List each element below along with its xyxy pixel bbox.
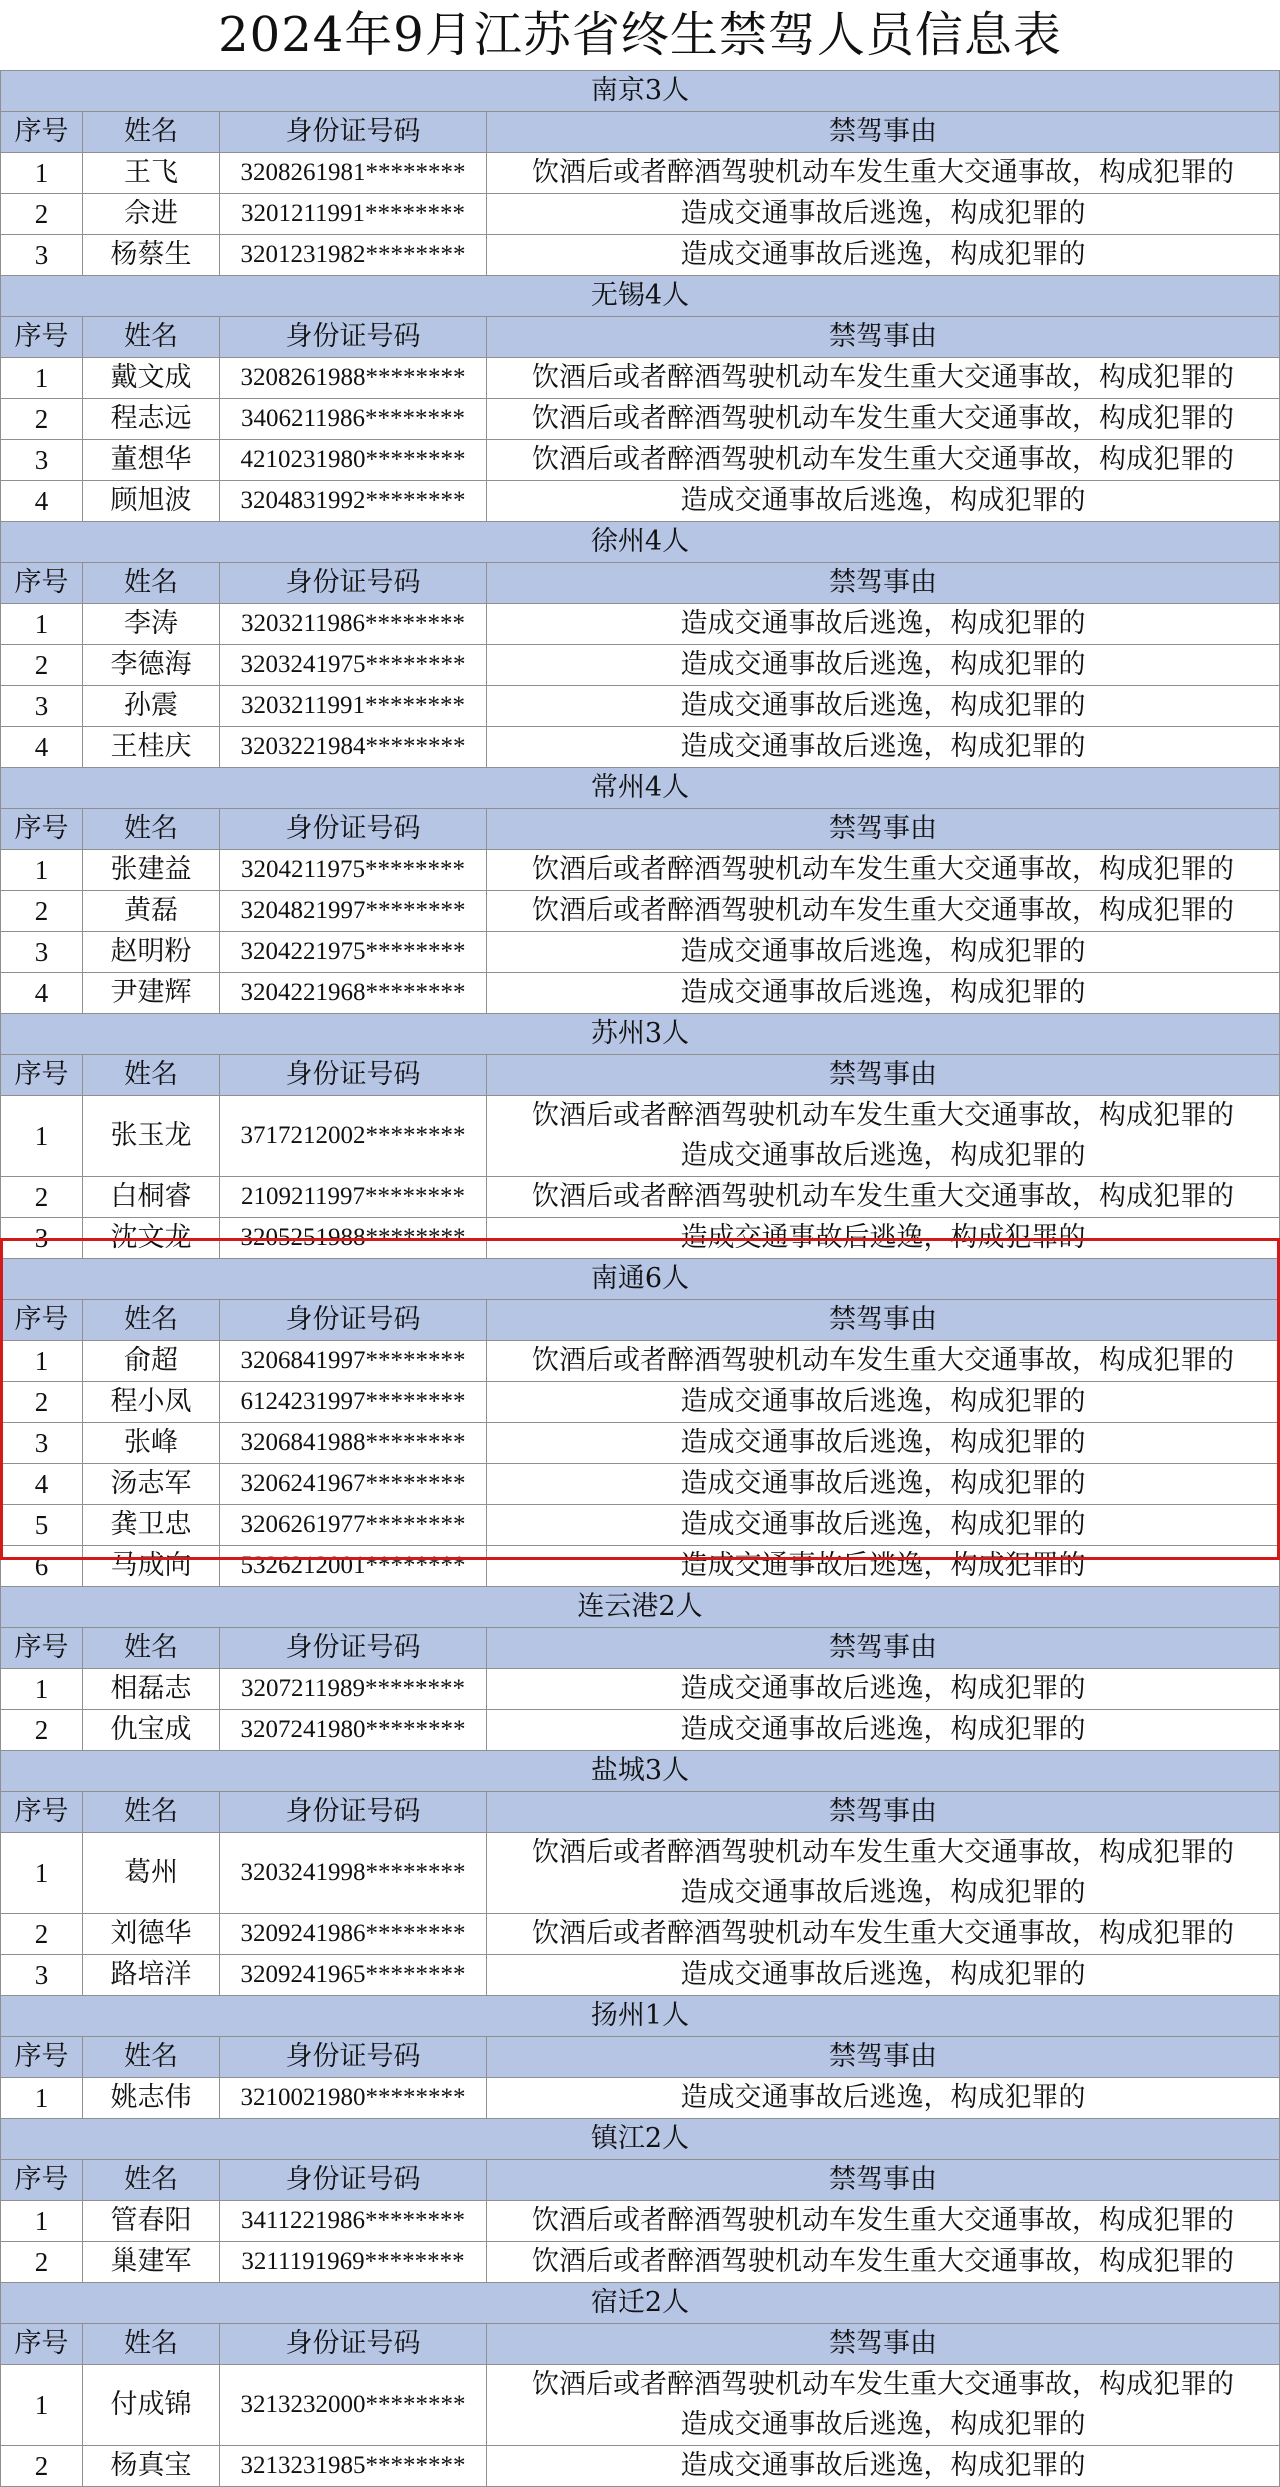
region-header-row — [1, 1014, 1280, 1055]
table-row — [1, 604, 1280, 645]
column-header-row — [1, 317, 1280, 358]
region-heading: 盐城3人 — [1, 1751, 1280, 1792]
ban-reason-cell — [487, 235, 1280, 276]
person-no: 5 — [1, 1505, 83, 1546]
col-header-reason: 禁驾事由 — [487, 2037, 1280, 2078]
ban-reason: 造成交通事故后逃逸，构成犯罪的 — [680, 977, 1086, 1008]
person-name: 龚卫忠 — [83, 1505, 220, 1546]
region-heading: 南京3人 — [1, 71, 1280, 112]
person-no: 2 — [1, 194, 83, 235]
column-header-row — [1, 2324, 1280, 2365]
person-no: 2 — [1, 1914, 83, 1955]
table-row — [1, 440, 1280, 481]
ban-list-table — [0, 70, 1280, 2487]
person-no: 2 — [1, 1177, 83, 1218]
col-header-reason: 禁驾事由 — [487, 317, 1280, 358]
person-no: 6 — [1, 1546, 83, 1587]
ban-reason: 造成交通事故后逃逸，构成犯罪的 — [680, 1550, 1086, 1581]
ban-reason-cell — [487, 645, 1280, 686]
region-heading: 扬州1人 — [1, 1996, 1280, 2037]
table-row — [1, 1669, 1280, 1710]
column-header-row — [1, 1055, 1280, 1096]
col-header-reason: 禁驾事由 — [487, 1792, 1280, 1833]
person-name: 张峰 — [83, 1423, 220, 1464]
person-id-number: 2109211997******** — [220, 1177, 487, 1218]
region-header-row — [1, 71, 1280, 112]
table-row — [1, 2242, 1280, 2283]
column-header-row — [1, 2160, 1280, 2201]
col-header-reason: 禁驾事由 — [487, 2160, 1280, 2201]
table-row — [1, 2201, 1280, 2242]
person-name: 俞超 — [83, 1341, 220, 1382]
person-no: 3 — [1, 235, 83, 276]
person-name: 杨真宝 — [83, 2446, 220, 2487]
ban-reason-cell — [487, 604, 1280, 645]
ban-reason-cell — [487, 1096, 1280, 1177]
col-header-id: 身份证号码 — [220, 809, 487, 850]
ban-reason: 造成交通事故后逃逸，构成犯罪的 — [680, 936, 1086, 967]
ban-reason-cell — [487, 2201, 1280, 2242]
person-no: 2 — [1, 399, 83, 440]
col-header-name: 姓名 — [83, 1628, 220, 1669]
person-no: 3 — [1, 1423, 83, 1464]
col-header-name: 姓名 — [83, 1792, 220, 1833]
col-header-no: 序号 — [1, 112, 83, 153]
person-no: 1 — [1, 1341, 83, 1382]
person-no: 3 — [1, 1218, 83, 1259]
col-header-reason: 禁驾事由 — [487, 2324, 1280, 2365]
person-id-number: 3208261988******** — [220, 358, 487, 399]
ban-reason: 造成交通事故后逃逸，构成犯罪的 — [680, 1468, 1086, 1499]
ban-reason-cell — [487, 1955, 1280, 1996]
col-header-id: 身份证号码 — [220, 112, 487, 153]
table-row — [1, 686, 1280, 727]
ban-reason: 造成交通事故后逃逸，构成犯罪的 — [680, 2082, 1086, 2113]
ban-reason: 造成交通事故后逃逸，构成犯罪的 — [680, 1140, 1086, 1171]
person-name: 董想华 — [83, 440, 220, 481]
region-header-row — [1, 1996, 1280, 2037]
ban-reason-cell — [487, 686, 1280, 727]
person-id-number: 3206261977******** — [220, 1505, 487, 1546]
region-heading: 宿迁2人 — [1, 2283, 1280, 2324]
column-header-row — [1, 563, 1280, 604]
table-row — [1, 2365, 1280, 2446]
person-no: 4 — [1, 727, 83, 768]
table-row — [1, 1546, 1280, 1587]
person-no: 1 — [1, 1096, 83, 1177]
ban-reason-cell — [487, 1423, 1280, 1464]
person-no: 2 — [1, 2446, 83, 2487]
person-name: 李德海 — [83, 645, 220, 686]
region-heading: 连云港2人 — [1, 1587, 1280, 1628]
ban-reason: 饮酒后或者醉酒驾驶机动车发生重大交通事故，构成犯罪的 — [532, 403, 1234, 434]
col-header-id: 身份证号码 — [220, 563, 487, 604]
person-id-number: 3203221984******** — [220, 727, 487, 768]
table-row — [1, 1423, 1280, 1464]
person-name: 白桐睿 — [83, 1177, 220, 1218]
ban-reason-cell — [487, 194, 1280, 235]
person-name: 马成向 — [83, 1546, 220, 1587]
person-id-number: 3206241967******** — [220, 1464, 487, 1505]
col-header-no: 序号 — [1, 317, 83, 358]
ban-reason-cell — [487, 1218, 1280, 1259]
table-row — [1, 891, 1280, 932]
person-id-number: 3206841997******** — [220, 1341, 487, 1382]
ban-reason-cell — [487, 1914, 1280, 1955]
col-header-reason: 禁驾事由 — [487, 563, 1280, 604]
person-name: 戴文成 — [83, 358, 220, 399]
person-name: 王飞 — [83, 153, 220, 194]
col-header-name: 姓名 — [83, 317, 220, 358]
person-id-number: 3204221968******** — [220, 973, 487, 1014]
ban-reason: 造成交通事故后逃逸，构成犯罪的 — [680, 1222, 1086, 1253]
ban-reason-cell — [487, 1341, 1280, 1382]
person-name: 尹建辉 — [83, 973, 220, 1014]
table-row — [1, 1382, 1280, 1423]
person-name: 黄磊 — [83, 891, 220, 932]
person-id-number: 3203241998******** — [220, 1833, 487, 1914]
person-id-number: 4210231980******** — [220, 440, 487, 481]
column-header-row — [1, 809, 1280, 850]
person-no: 4 — [1, 481, 83, 522]
col-header-no: 序号 — [1, 2160, 83, 2201]
region-heading: 常州4人 — [1, 768, 1280, 809]
table-row — [1, 1833, 1280, 1914]
ban-reason: 饮酒后或者醉酒驾驶机动车发生重大交通事故，构成犯罪的 — [532, 444, 1234, 475]
col-header-id: 身份证号码 — [220, 1300, 487, 1341]
region-heading: 镇江2人 — [1, 2119, 1280, 2160]
table-row — [1, 153, 1280, 194]
person-no: 2 — [1, 891, 83, 932]
ban-reason: 造成交通事故后逃逸，构成犯罪的 — [680, 2409, 1086, 2440]
ban-reason-cell — [487, 973, 1280, 1014]
person-no: 1 — [1, 850, 83, 891]
person-id-number: 3201211991******** — [220, 194, 487, 235]
ban-reason: 造成交通事故后逃逸，构成犯罪的 — [680, 1386, 1086, 1417]
column-header-row — [1, 1300, 1280, 1341]
person-name: 顾旭波 — [83, 481, 220, 522]
table-row — [1, 399, 1280, 440]
person-id-number: 3213232000******** — [220, 2365, 487, 2446]
person-name: 管春阳 — [83, 2201, 220, 2242]
person-no: 2 — [1, 645, 83, 686]
col-header-no: 序号 — [1, 1792, 83, 1833]
ban-reason-cell — [487, 2242, 1280, 2283]
table-row — [1, 1710, 1280, 1751]
ban-reason-cell — [487, 440, 1280, 481]
person-name: 路培洋 — [83, 1955, 220, 1996]
person-id-number: 3411221986******** — [220, 2201, 487, 2242]
table-row — [1, 850, 1280, 891]
col-header-name: 姓名 — [83, 2324, 220, 2365]
person-id-number: 3207211989******** — [220, 1669, 487, 1710]
ban-reason: 造成交通事故后逃逸，构成犯罪的 — [680, 608, 1086, 639]
table-row — [1, 1464, 1280, 1505]
ban-reason: 造成交通事故后逃逸，构成犯罪的 — [680, 1959, 1086, 1990]
person-id-number: 3203211986******** — [220, 604, 487, 645]
person-name: 王桂庆 — [83, 727, 220, 768]
col-header-reason: 禁驾事由 — [487, 1300, 1280, 1341]
ban-reason-cell — [487, 153, 1280, 194]
ban-reason: 造成交通事故后逃逸，构成犯罪的 — [680, 239, 1086, 270]
ban-reason-cell — [487, 399, 1280, 440]
ban-reason-cell — [487, 727, 1280, 768]
col-header-no: 序号 — [1, 1055, 83, 1096]
table-row — [1, 1341, 1280, 1382]
column-header-row — [1, 1628, 1280, 1669]
person-name: 姚志伟 — [83, 2078, 220, 2119]
person-no: 3 — [1, 1955, 83, 1996]
person-id-number: 3209241965******** — [220, 1955, 487, 1996]
person-name: 杨蔡生 — [83, 235, 220, 276]
person-id-number: 3201231982******** — [220, 235, 487, 276]
ban-reason-cell — [487, 2446, 1280, 2487]
region-header-row — [1, 1259, 1280, 1300]
person-name: 葛州 — [83, 1833, 220, 1914]
col-header-reason: 禁驾事由 — [487, 112, 1280, 153]
ban-reason-cell — [487, 2365, 1280, 2446]
table-row — [1, 235, 1280, 276]
col-header-id: 身份证号码 — [220, 2324, 487, 2365]
col-header-no: 序号 — [1, 1628, 83, 1669]
person-id-number: 3206841988******** — [220, 1423, 487, 1464]
table-row — [1, 2446, 1280, 2487]
column-header-row — [1, 1792, 1280, 1833]
ban-reason-cell — [487, 481, 1280, 522]
ban-reason: 饮酒后或者醉酒驾驶机动车发生重大交通事故，构成犯罪的 — [532, 1100, 1234, 1131]
person-id-number: 3204221975******** — [220, 932, 487, 973]
col-header-name: 姓名 — [83, 2037, 220, 2078]
person-id-number: 3208261981******** — [220, 153, 487, 194]
person-id-number: 3717212002******** — [220, 1096, 487, 1177]
ban-reason: 造成交通事故后逃逸，构成犯罪的 — [680, 690, 1086, 721]
person-no: 3 — [1, 440, 83, 481]
person-id-number: 3211191969******** — [220, 2242, 487, 2283]
person-no: 3 — [1, 686, 83, 727]
ban-reason-cell — [487, 2078, 1280, 2119]
column-header-row — [1, 112, 1280, 153]
table-row — [1, 727, 1280, 768]
person-name: 张建益 — [83, 850, 220, 891]
person-name: 沈文龙 — [83, 1218, 220, 1259]
col-header-reason: 禁驾事由 — [487, 1055, 1280, 1096]
table-row — [1, 2078, 1280, 2119]
person-name: 李涛 — [83, 604, 220, 645]
region-header-row — [1, 1587, 1280, 1628]
ban-reason: 造成交通事故后逃逸，构成犯罪的 — [680, 649, 1086, 680]
table-row — [1, 1218, 1280, 1259]
region-heading: 徐州4人 — [1, 522, 1280, 563]
ban-reason-cell — [487, 1669, 1280, 1710]
ban-reason-cell — [487, 1546, 1280, 1587]
person-name: 张玉龙 — [83, 1096, 220, 1177]
ban-reason: 造成交通事故后逃逸，构成犯罪的 — [680, 1427, 1086, 1458]
table-row — [1, 358, 1280, 399]
person-no: 4 — [1, 1464, 83, 1505]
table-row — [1, 1955, 1280, 1996]
table-row — [1, 973, 1280, 1014]
ban-reason: 造成交通事故后逃逸，构成犯罪的 — [680, 485, 1086, 516]
ban-reason: 饮酒后或者醉酒驾驶机动车发生重大交通事故，构成犯罪的 — [532, 2369, 1234, 2400]
person-no: 3 — [1, 932, 83, 973]
column-header-row — [1, 2037, 1280, 2078]
person-no: 2 — [1, 1710, 83, 1751]
ban-reason-cell — [487, 1710, 1280, 1751]
col-header-no: 序号 — [1, 2037, 83, 2078]
person-no: 1 — [1, 153, 83, 194]
region-header-row — [1, 522, 1280, 563]
ban-list-body — [1, 71, 1280, 2487]
person-id-number: 3210021980******** — [220, 2078, 487, 2119]
person-no: 2 — [1, 2242, 83, 2283]
ban-reason: 饮酒后或者醉酒驾驶机动车发生重大交通事故，构成犯罪的 — [532, 2205, 1234, 2236]
ban-reason-cell — [487, 932, 1280, 973]
table-row — [1, 1096, 1280, 1177]
ban-reason: 饮酒后或者醉酒驾驶机动车发生重大交通事故，构成犯罪的 — [532, 1345, 1234, 1376]
ban-reason: 饮酒后或者醉酒驾驶机动车发生重大交通事故，构成犯罪的 — [532, 895, 1234, 926]
table-row — [1, 1177, 1280, 1218]
person-id-number: 3204831992******** — [220, 481, 487, 522]
table-row — [1, 1914, 1280, 1955]
person-name: 汤志军 — [83, 1464, 220, 1505]
person-name: 程小凤 — [83, 1382, 220, 1423]
person-no: 4 — [1, 973, 83, 1014]
person-id-number: 3406211986******** — [220, 399, 487, 440]
col-header-name: 姓名 — [83, 1055, 220, 1096]
col-header-name: 姓名 — [83, 809, 220, 850]
ban-reason-cell — [487, 891, 1280, 932]
ban-reason-cell — [487, 1505, 1280, 1546]
ban-reason: 饮酒后或者醉酒驾驶机动车发生重大交通事故，构成犯罪的 — [532, 1181, 1234, 1212]
person-name: 相磊志 — [83, 1669, 220, 1710]
person-id-number: 3203211991******** — [220, 686, 487, 727]
person-name: 孙震 — [83, 686, 220, 727]
table-row — [1, 645, 1280, 686]
page-title: 2024年9月江苏省终生禁驾人员信息表 — [218, 7, 1062, 63]
ban-reason-cell — [487, 850, 1280, 891]
ban-reason: 造成交通事故后逃逸，构成犯罪的 — [680, 1714, 1086, 1745]
person-id-number: 6124231997******** — [220, 1382, 487, 1423]
person-name: 仇宝成 — [83, 1710, 220, 1751]
region-heading: 苏州3人 — [1, 1014, 1280, 1055]
col-header-no: 序号 — [1, 809, 83, 850]
ban-reason: 造成交通事故后逃逸，构成犯罪的 — [680, 1509, 1086, 1540]
ban-reason-cell — [487, 358, 1280, 399]
ban-reason-cell — [487, 1382, 1280, 1423]
person-no: 1 — [1, 604, 83, 645]
person-name: 刘德华 — [83, 1914, 220, 1955]
person-no: 1 — [1, 358, 83, 399]
ban-reason: 造成交通事故后逃逸，构成犯罪的 — [680, 198, 1086, 229]
person-no: 1 — [1, 1669, 83, 1710]
region-header-row — [1, 276, 1280, 317]
col-header-name: 姓名 — [83, 112, 220, 153]
region-heading: 无锡4人 — [1, 276, 1280, 317]
ban-reason: 饮酒后或者醉酒驾驶机动车发生重大交通事故，构成犯罪的 — [532, 854, 1234, 885]
person-name: 巢建军 — [83, 2242, 220, 2283]
table-row — [1, 1505, 1280, 1546]
col-header-name: 姓名 — [83, 563, 220, 604]
person-id-number: 3207241980******** — [220, 1710, 487, 1751]
region-header-row — [1, 768, 1280, 809]
ban-reason: 造成交通事故后逃逸，构成犯罪的 — [680, 1673, 1086, 1704]
ban-reason-cell — [487, 1177, 1280, 1218]
ban-reason: 饮酒后或者醉酒驾驶机动车发生重大交通事故，构成犯罪的 — [532, 157, 1234, 188]
person-name: 赵明粉 — [83, 932, 220, 973]
person-name: 付成锦 — [83, 2365, 220, 2446]
region-header-row — [1, 2119, 1280, 2160]
col-header-id: 身份证号码 — [220, 1628, 487, 1669]
col-header-reason: 禁驾事由 — [487, 1628, 1280, 1669]
ban-reason: 饮酒后或者醉酒驾驶机动车发生重大交通事故，构成犯罪的 — [532, 1918, 1234, 1949]
person-id-number: 3204821997******** — [220, 891, 487, 932]
person-no: 2 — [1, 1382, 83, 1423]
person-no: 1 — [1, 1833, 83, 1914]
person-name: 程志远 — [83, 399, 220, 440]
table-row — [1, 194, 1280, 235]
person-id-number: 3204211975******** — [220, 850, 487, 891]
col-header-id: 身份证号码 — [220, 2037, 487, 2078]
col-header-no: 序号 — [1, 2324, 83, 2365]
person-id-number: 3209241986******** — [220, 1914, 487, 1955]
person-no: 1 — [1, 2201, 83, 2242]
col-header-id: 身份证号码 — [220, 1792, 487, 1833]
region-header-row — [1, 1751, 1280, 1792]
ban-reason: 造成交通事故后逃逸，构成犯罪的 — [680, 1877, 1086, 1908]
col-header-id: 身份证号码 — [220, 2160, 487, 2201]
col-header-name: 姓名 — [83, 1300, 220, 1341]
col-header-no: 序号 — [1, 1300, 83, 1341]
region-heading: 南通6人 — [1, 1259, 1280, 1300]
person-name: 佘进 — [83, 194, 220, 235]
ban-reason-cell — [487, 1464, 1280, 1505]
ban-reason: 饮酒后或者醉酒驾驶机动车发生重大交通事故，构成犯罪的 — [532, 362, 1234, 393]
person-id-number: 3205251988******** — [220, 1218, 487, 1259]
region-header-row — [1, 2283, 1280, 2324]
col-header-name: 姓名 — [83, 2160, 220, 2201]
ban-reason: 造成交通事故后逃逸，构成犯罪的 — [680, 731, 1086, 762]
person-no: 1 — [1, 2365, 83, 2446]
col-header-reason: 禁驾事由 — [487, 809, 1280, 850]
ban-reason: 饮酒后或者醉酒驾驶机动车发生重大交通事故，构成犯罪的 — [532, 2246, 1234, 2277]
ban-reason-cell — [487, 1833, 1280, 1914]
ban-reason: 饮酒后或者醉酒驾驶机动车发生重大交通事故，构成犯罪的 — [532, 1837, 1234, 1868]
person-id-number: 3203241975******** — [220, 645, 487, 686]
table-row — [1, 481, 1280, 522]
person-id-number: 3213231985******** — [220, 2446, 487, 2487]
ban-reason: 造成交通事故后逃逸，构成犯罪的 — [680, 2450, 1086, 2481]
person-no: 1 — [1, 2078, 83, 2119]
col-header-id: 身份证号码 — [220, 317, 487, 358]
col-header-id: 身份证号码 — [220, 1055, 487, 1096]
table-row — [1, 932, 1280, 973]
person-id-number: 5326212001******** — [220, 1546, 487, 1587]
col-header-no: 序号 — [1, 563, 83, 604]
